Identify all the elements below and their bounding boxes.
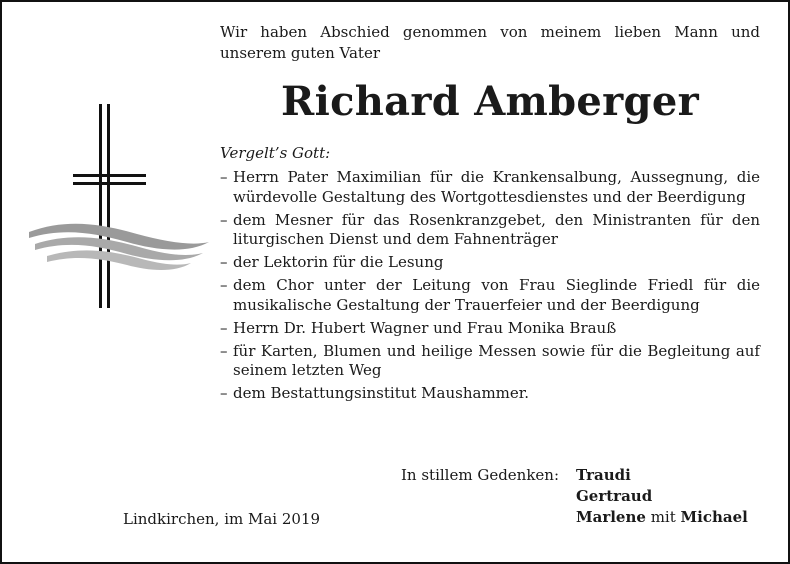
list-dash: –: [220, 384, 228, 402]
signer-name: Traudi: [576, 466, 631, 484]
list-item-text: Herrn Dr. Hubert Wagner und Frau Monika Brauß: [233, 318, 617, 337]
closing-label: In stillem Gedenken:: [401, 466, 560, 484]
cross-with-waves-icon: [27, 100, 227, 310]
signer-name: Marlene: [576, 508, 646, 526]
list-item-text: für Karten, Blumen und heilige Messen sowie für die Begleitung auf seinem letzten Weg: [233, 341, 760, 379]
list-dash: –: [220, 253, 228, 271]
list-item: [220, 168, 760, 207]
list-item-text: dem Chor unter der Leitung von Frau Sieglinde Friedl für die musikalische Gestaltung der Trauerfeier und der Beerdigung: [233, 276, 760, 314]
list-item-text: der Lektorin für die Lesung: [233, 253, 444, 271]
list-item-text: Herrn Pater Maximilian für die Krankensalbung, Aussegnung, die würdevolle Gestaltung des Wortgottesdienstes und der Beerdigung: [233, 168, 760, 206]
intro-text: Wir haben Abschied genommen von meinem lieben Mann und unserem guten Vater: [220, 23, 760, 62]
list-dash: –: [220, 276, 228, 294]
list-dash: –: [220, 168, 228, 186]
signer-name: Michael: [680, 508, 748, 526]
list-dash: –: [220, 318, 228, 337]
list-item: [220, 319, 760, 339]
signer-join: mit: [650, 508, 676, 526]
signers: [576, 465, 748, 528]
signer-line: [576, 507, 748, 528]
thanks-list: [220, 168, 760, 407]
list-item: [220, 384, 760, 404]
signer-name: Gertraud: [576, 487, 653, 505]
list-item-text: dem Bestattungsinstitut Maushammer.: [233, 384, 530, 402]
list-dash: –: [220, 210, 228, 229]
list-item: [220, 276, 760, 315]
list-item: [220, 211, 760, 250]
list-item: [220, 253, 760, 273]
list-item: [220, 342, 760, 381]
list-item-text: dem Mesner für das Rosenkranzgebet, den Ministranten für den liturgischen Dienst und dem Fahnenträger: [233, 210, 760, 248]
list-dash: –: [220, 341, 228, 360]
deceased-name: Richard Amberger: [281, 78, 699, 125]
place-date: Lindkirchen, im Mai 2019: [123, 510, 321, 528]
thanks-heading: Vergelt’s Gott:: [220, 144, 331, 162]
